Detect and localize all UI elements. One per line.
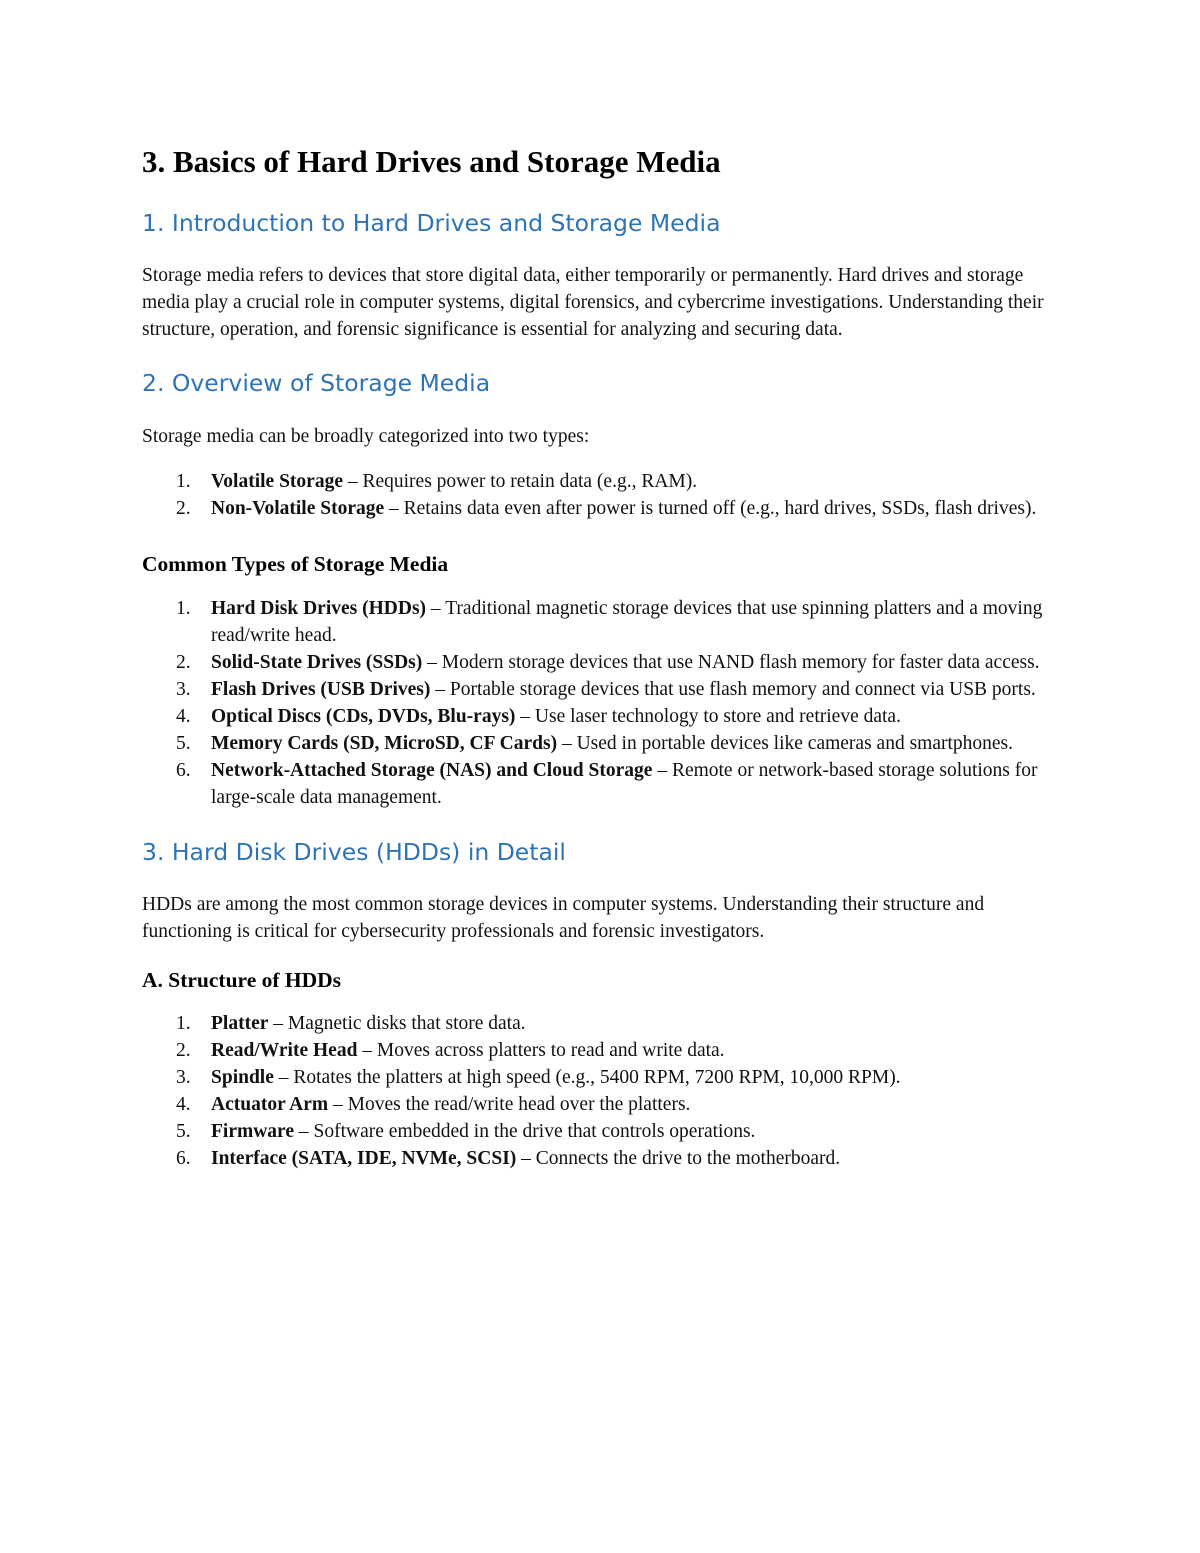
list-item <box>142 1145 1062 1172</box>
list-description: – Remote or network-based storage solutions for large-scale data management. <box>211 760 1038 808</box>
list-number: 6. <box>176 1148 191 1169</box>
section-heading-hdd-detail: 3. Hard Disk Drives (HDDs) in Detail <box>142 838 566 866</box>
list-number: 2. <box>176 1040 191 1061</box>
list-number: 1. <box>176 471 191 492</box>
list-description: – Use laser technology to store and retrieve data. <box>515 706 901 727</box>
list-description: – Moves the read/write head over the platters. <box>328 1094 691 1115</box>
list-number: 3. <box>176 1067 191 1088</box>
storage-types-list <box>142 468 1062 522</box>
intro-paragraph: Storage media refers to devices that store digital data, either temporarily or permanently. Hard drives and storage media play a crucial role in computer systems, digital forensics, and cybercrime investigations. Understanding their structure, operation, and forensic significance is essential for analyzing and securing data. <box>142 265 1044 340</box>
section-heading-introduction: 1. Introduction to Hard Drives and Storage Media <box>142 209 721 237</box>
list-number: 1. <box>176 1013 191 1034</box>
list-term: Hard Disk Drives (HDDs) <box>211 598 427 619</box>
list-item <box>142 676 1062 703</box>
list-term: Solid-State Drives (SSDs) <box>211 652 423 673</box>
list-description: – Moves across platters to read and write data. <box>357 1040 725 1061</box>
list-item <box>142 595 1062 649</box>
list-item <box>142 703 1062 730</box>
overview-paragraph: Storage media can be broadly categorized into two types: <box>142 426 590 447</box>
list-description: – Software embedded in the drive that controls operations. <box>294 1121 756 1142</box>
list-term: Interface (SATA, IDE, NVMe, SCSI) <box>211 1148 517 1169</box>
document-body <box>142 140 1062 1172</box>
list-term: Network-Attached Storage (NAS) and Cloud Storage <box>211 760 653 781</box>
list-item <box>142 757 1062 811</box>
list-description: – Portable storage devices that use flash memory and connect via USB ports. <box>430 679 1036 700</box>
list-description: – Connects the drive to the motherboard. <box>516 1148 841 1169</box>
list-description: – Retains data even after power is turned off (e.g., hard drives, SSDs, flash drives). <box>384 498 1037 519</box>
list-description: – Traditional magnetic storage devices that use spinning platters and a moving read/write head. <box>211 598 1043 646</box>
list-item <box>142 730 1062 757</box>
list-item <box>142 1091 1062 1118</box>
list-number: 5. <box>176 1121 191 1142</box>
list-description: – Magnetic disks that store data. <box>268 1013 526 1034</box>
subheading-common-types: Common Types of Storage Media <box>142 552 449 576</box>
list-term: Firmware <box>211 1121 295 1142</box>
list-term: Read/Write Head <box>211 1040 358 1061</box>
section-heading-overview: 2. Overview of Storage Media <box>142 369 491 397</box>
hdd-structure-list <box>142 1010 1062 1172</box>
list-term: Volatile Storage <box>211 471 343 492</box>
subheading-hdd-structure: A. Structure of HDDs <box>142 968 342 992</box>
list-description: – Used in portable devices like cameras and smartphones. <box>557 733 1014 754</box>
list-item <box>142 1010 1062 1037</box>
page-title: 3. Basics of Hard Drives and Storage Media <box>142 144 721 179</box>
list-item <box>142 1064 1062 1091</box>
hdd-paragraph: HDDs are among the most common storage devices in computer systems. Understanding their structure and functioning is critical for cybersecurity professionals and forensic investigators. <box>142 894 985 942</box>
list-number: 6. <box>176 760 191 781</box>
list-item <box>142 649 1062 676</box>
list-number: 3. <box>176 679 191 700</box>
list-number: 4. <box>176 706 191 727</box>
list-term: Spindle <box>211 1067 274 1088</box>
list-number: 5. <box>176 733 191 754</box>
list-term: Platter <box>211 1013 269 1034</box>
list-item <box>142 1037 1062 1064</box>
list-item <box>142 468 1062 495</box>
list-number: 4. <box>176 1094 191 1115</box>
common-types-list <box>142 595 1062 811</box>
list-item <box>142 1118 1062 1145</box>
list-term: Memory Cards (SD, MicroSD, CF Cards) <box>211 733 558 754</box>
list-term: Non-Volatile Storage <box>211 498 385 519</box>
list-description: – Rotates the platters at high speed (e.g., 5400 RPM, 7200 RPM, 10,000 RPM). <box>273 1067 901 1088</box>
list-term: Actuator Arm <box>211 1094 329 1115</box>
list-number: 1. <box>176 598 191 619</box>
list-term: Flash Drives (USB Drives) <box>211 679 431 700</box>
list-item <box>142 495 1062 522</box>
list-term: Optical Discs (CDs, DVDs, Blu-rays) <box>211 706 516 727</box>
list-description: – Requires power to retain data (e.g., RAM). <box>342 471 698 492</box>
list-number: 2. <box>176 498 191 519</box>
list-number: 2. <box>176 652 191 673</box>
list-description: – Modern storage devices that use NAND flash memory for faster data access. <box>422 652 1040 673</box>
